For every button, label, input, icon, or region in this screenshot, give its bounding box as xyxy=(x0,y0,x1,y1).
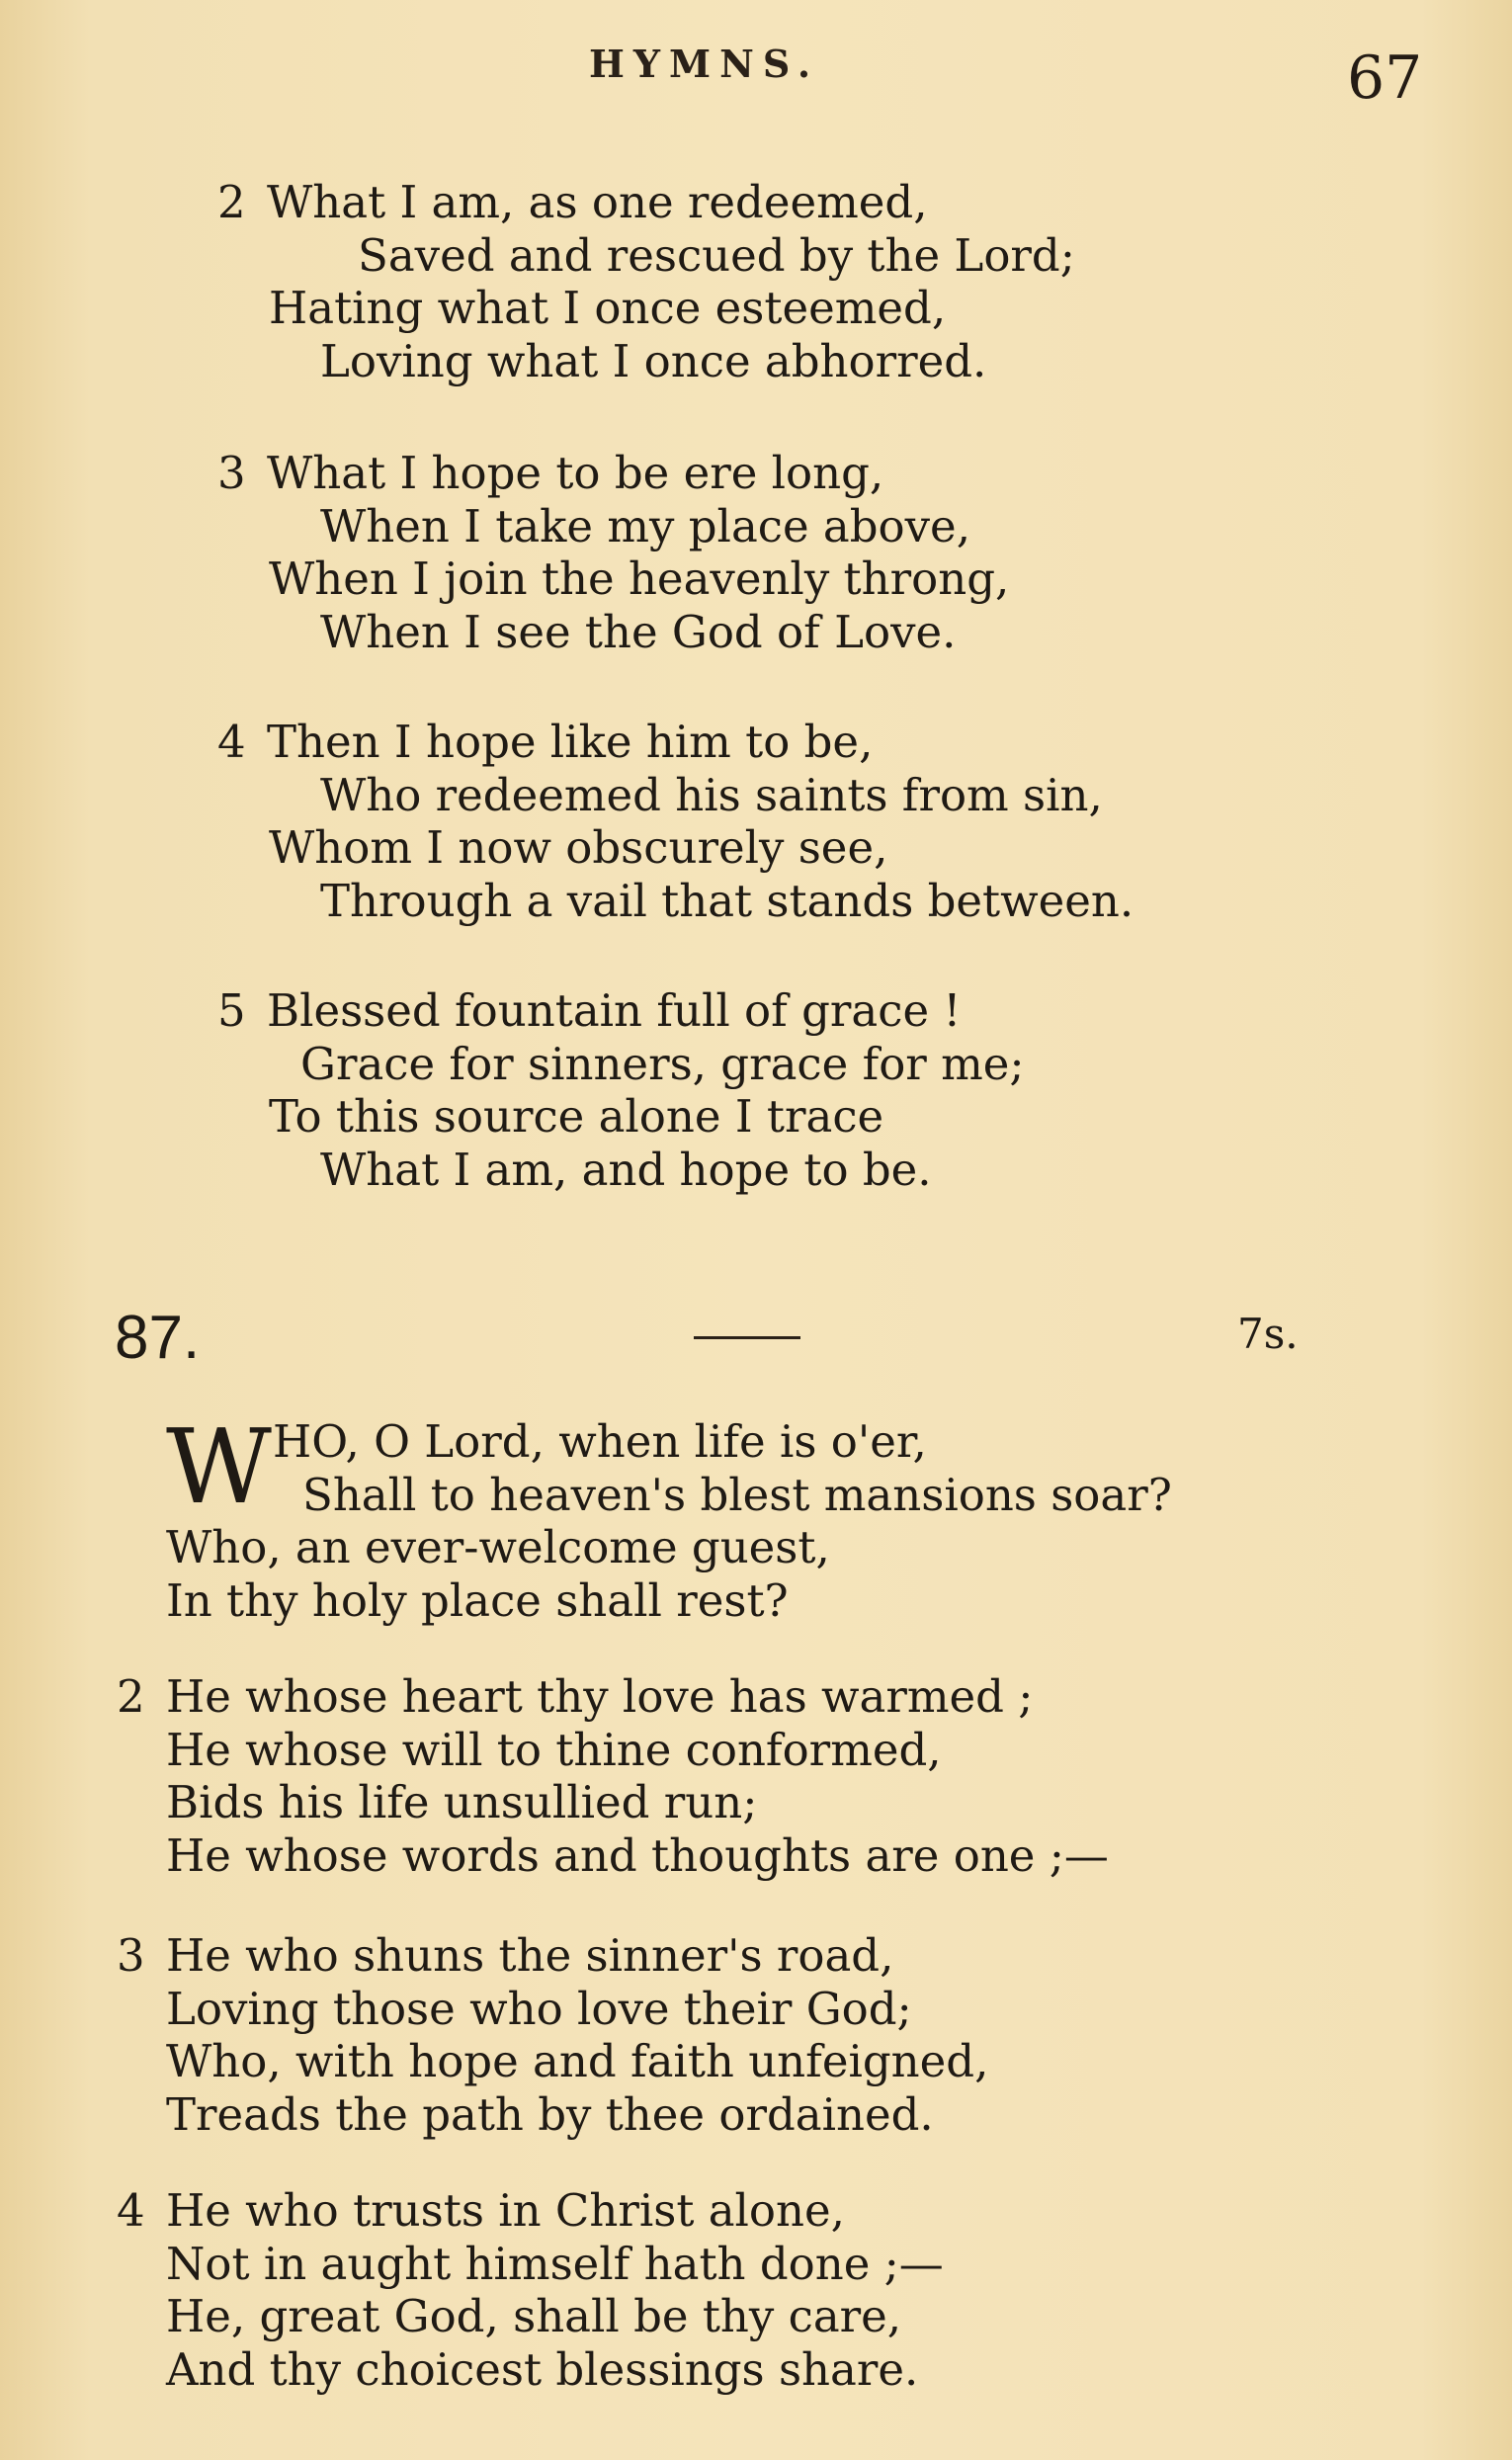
verse-line: What I am, as one redeemed, xyxy=(267,176,928,228)
verse-number: 3 xyxy=(117,1929,145,1982)
verse-line: He whose words and thoughts are one ;— xyxy=(166,1828,1109,1882)
previous-hymn-verse-2 xyxy=(217,176,1075,387)
verse-line: When I take my place above, xyxy=(320,499,970,552)
verse-line: Through a vail that stands between. xyxy=(320,874,1134,927)
previous-hymn-verse-4 xyxy=(217,716,1134,927)
previous-hymn-verse-3 xyxy=(217,447,1009,658)
verse-line: And thy choicest blessings share. xyxy=(166,2342,919,2396)
verse-number: 2 xyxy=(217,176,246,228)
verse-number: 4 xyxy=(217,716,246,768)
verse-line: What I hope to be ere long, xyxy=(267,447,884,499)
verse-line: Loving those who love their God; xyxy=(166,1982,912,2035)
verse-line: HO, O Lord, when life is o'er, xyxy=(273,1415,927,1468)
verse-number: 4 xyxy=(117,2184,145,2237)
verse-line: Who, an ever-welcome guest, xyxy=(166,1521,830,1573)
verse-line: Who, with hope and faith unfeigned, xyxy=(166,2035,989,2087)
hymn-number: 87. xyxy=(115,1304,201,1372)
verse-line: He whose heart thy love has warmed ; xyxy=(166,1670,1034,1723)
verse-line: Blessed fountain full of grace ! xyxy=(267,984,962,1037)
hymn-verse-1 xyxy=(166,1406,1172,1627)
verse-line: Shall to heaven's blest mansions soar? xyxy=(302,1468,1172,1521)
verse-line: Hating what I once esteemed, xyxy=(269,282,947,334)
verse-line: Not in aught himself hath done ;— xyxy=(166,2237,944,2290)
verse-line: Who redeemed his saints from sin, xyxy=(320,768,1103,821)
verse-line: In thy holy place shall rest? xyxy=(166,1573,789,1627)
verse-line: Bids his life unsullied run; xyxy=(166,1776,758,1828)
verse-line: He who trusts in Christ alone, xyxy=(166,2184,845,2237)
verse-line: When I see the God of Love. xyxy=(320,605,957,658)
previous-hymn-verse-5 xyxy=(217,984,1025,1196)
verse-line: When I join the heavenly throng, xyxy=(269,552,1010,605)
verse-line: He who shuns the sinner's road, xyxy=(166,1929,894,1982)
hymn-meter: 7s. xyxy=(1237,1310,1299,1358)
heading-divider xyxy=(694,1336,800,1339)
verse-line: What I am, and hope to be. xyxy=(320,1143,932,1196)
drop-cap: W xyxy=(166,1406,272,1527)
page-number: 67 xyxy=(1347,43,1423,113)
verse-line: Saved and rescued by the Lord; xyxy=(358,228,1075,282)
verse-number: 5 xyxy=(217,984,246,1037)
verse-line: He, great God, shall be thy care, xyxy=(166,2290,902,2342)
verse-number: 3 xyxy=(217,447,246,499)
verse-line: Loving what I once abhorred. xyxy=(320,334,987,387)
verse-line: Whom I now obscurely see, xyxy=(269,821,888,874)
verse-line: Then I hope like him to be, xyxy=(267,716,874,768)
verse-line: Grace for sinners, grace for me; xyxy=(300,1037,1025,1090)
verse-number: 2 xyxy=(117,1670,145,1723)
hymn-verse-3 xyxy=(117,1929,988,2141)
verse-line: To this source alone I trace xyxy=(269,1090,884,1143)
hymn-verse-4 xyxy=(117,2184,944,2396)
hymn-verse-2 xyxy=(117,1670,1109,1882)
verse-line: Treads the path by thee ordained. xyxy=(166,2087,934,2141)
verse-line: He whose will to thine conformed, xyxy=(166,1723,942,1776)
running-header: HYMNS. xyxy=(589,42,820,86)
